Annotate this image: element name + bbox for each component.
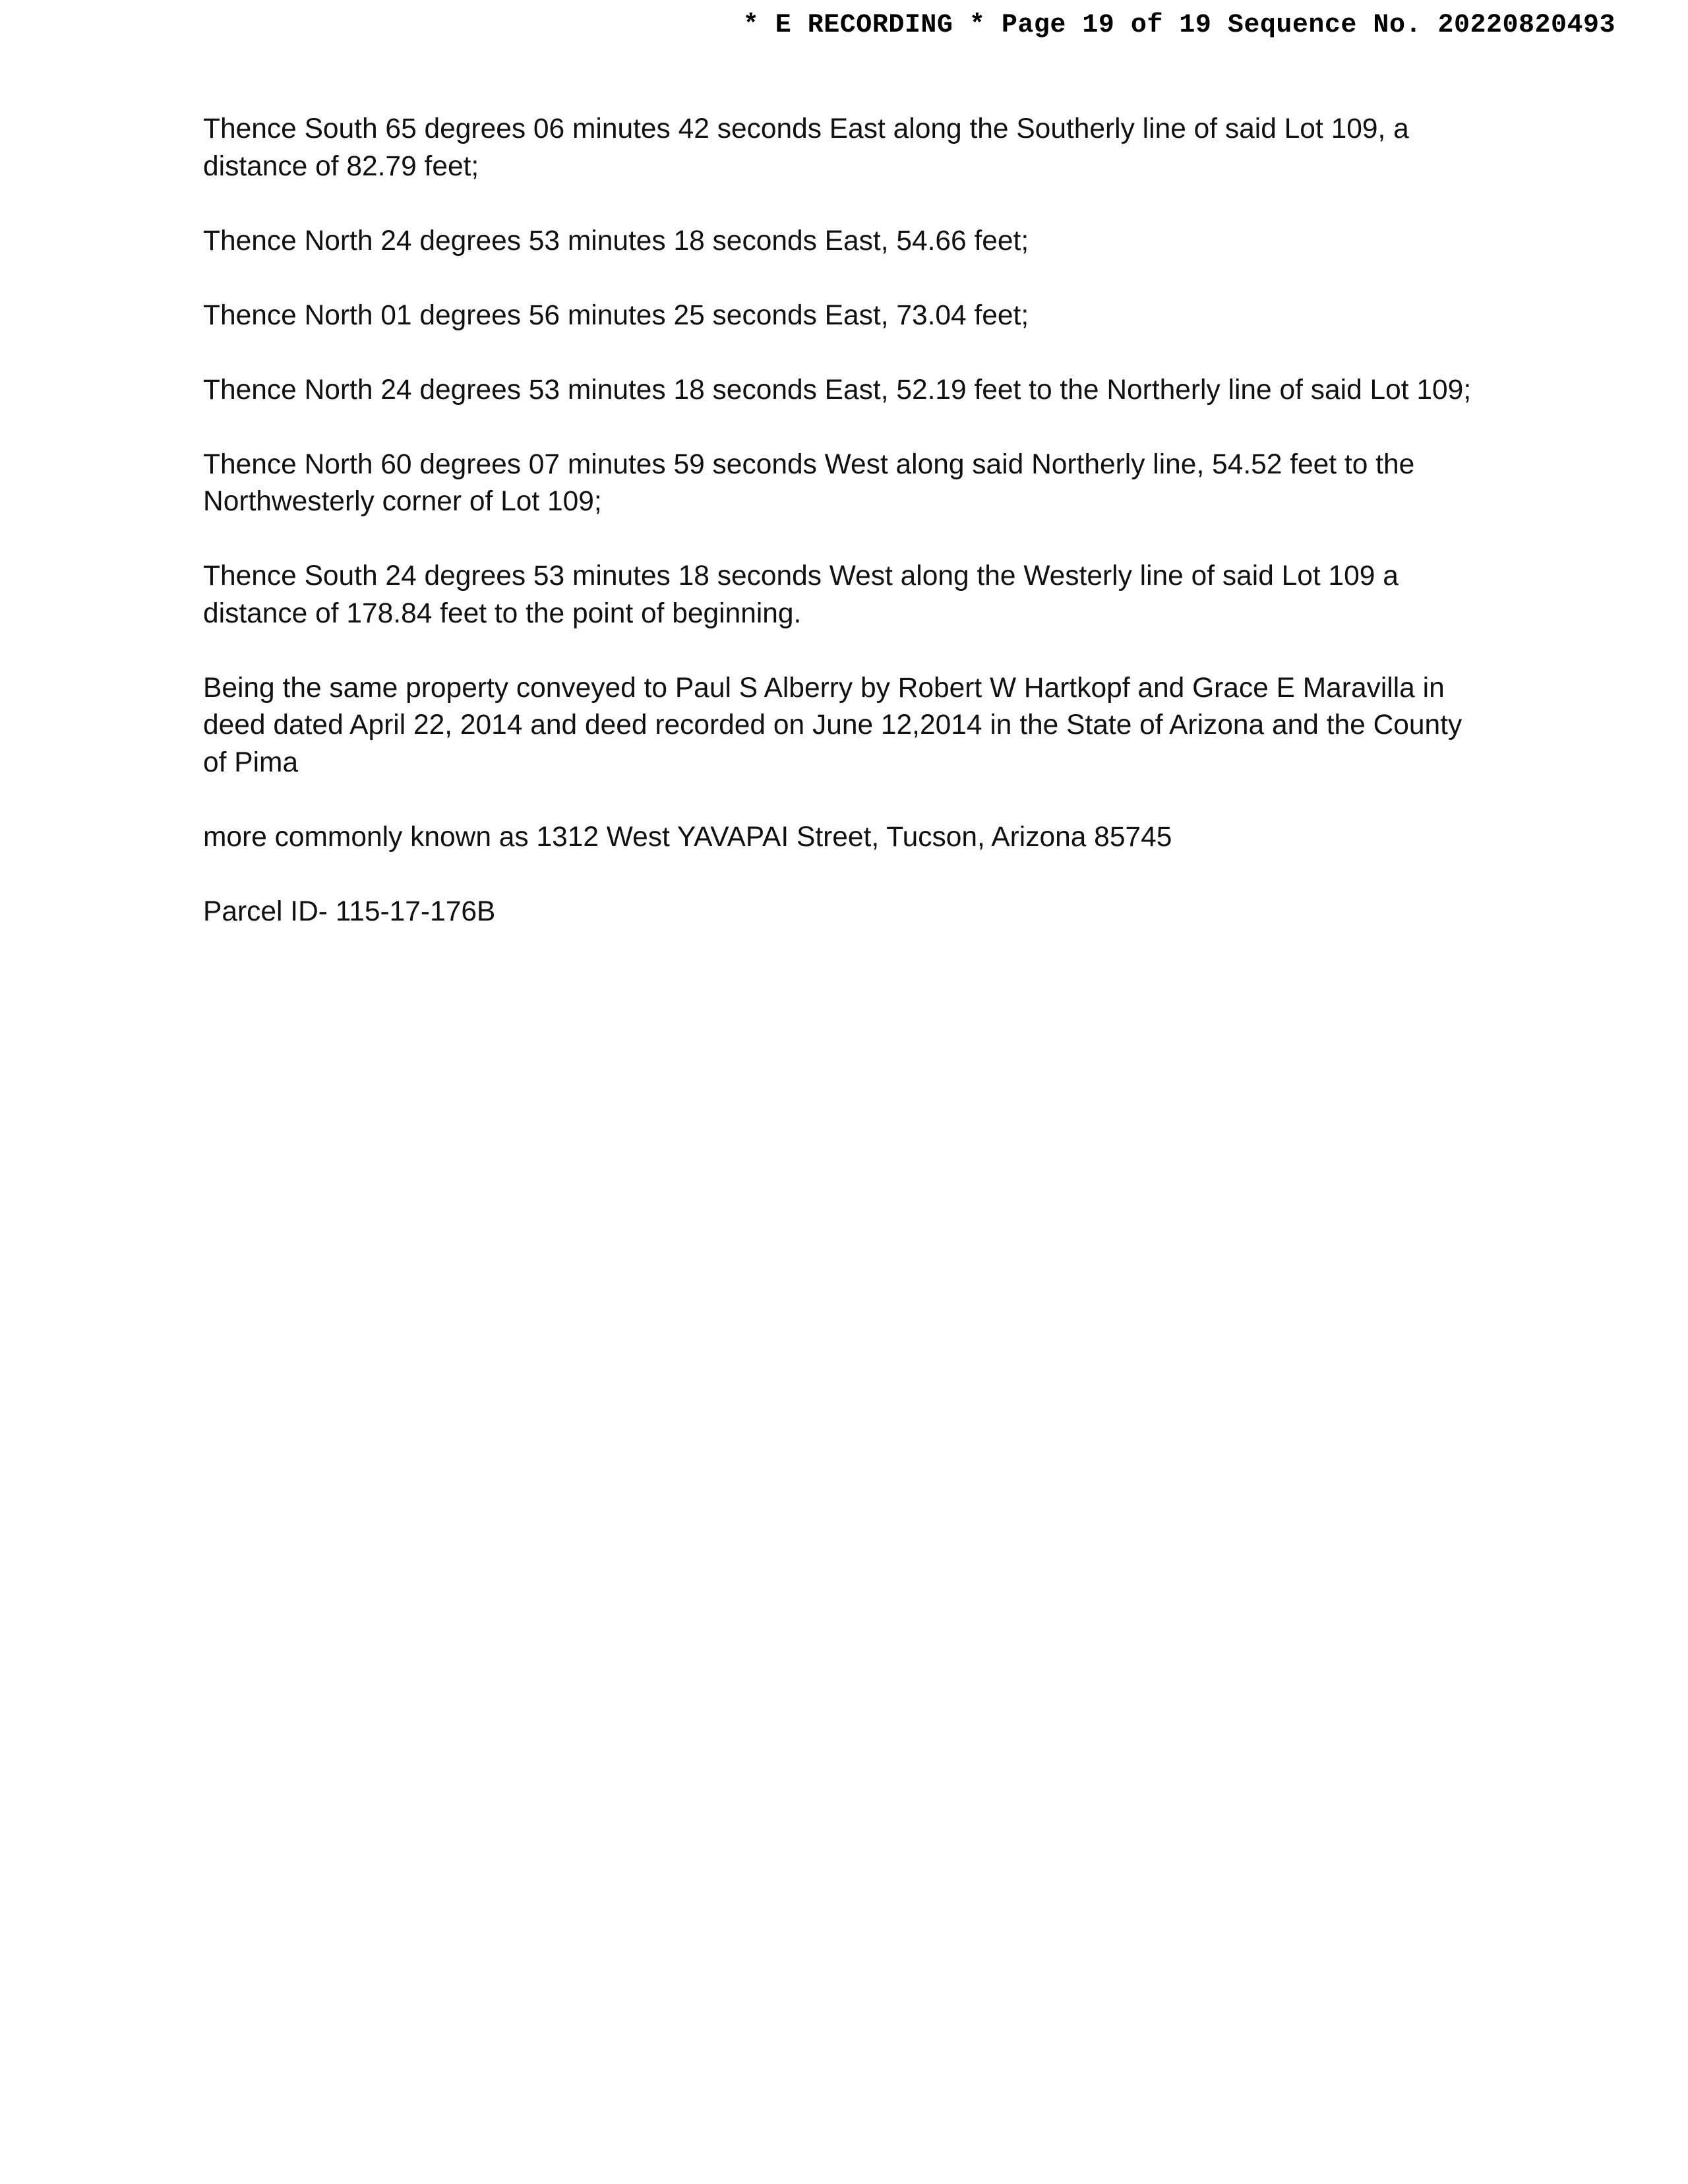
paragraph-course-south-24: Thence South 24 degrees 53 minutes 18 seconds West along the Westerly line of said Lot 109 a distance of 178.84 feet to the point of beginning.	[203, 561, 1399, 629]
paragraph-course-north-24-second: Thence North 24 degrees 53 minutes 18 seconds East, 52.19 feet to the Northerly line of said Lot 109;	[203, 374, 1472, 406]
recording-header: * E RECORDING * Page 19 of 19 Sequence No. 20220820493	[742, 11, 1615, 40]
paragraph-course-north-24-first: Thence North 24 degrees 53 minutes 18 seconds East, 54.66 feet;	[203, 225, 1029, 257]
paragraph-parcel-id: Parcel ID- 115-17-176B	[203, 895, 496, 927]
paragraph-street-address: more commonly known as 1312 West YAVAPAI Street, Tucson, Arizona 85745	[203, 821, 1172, 853]
paragraph-course-north-60: Thence North 60 degrees 07 minutes 59 seconds West along said Northerly line, 54.52 feet to the Northwesterly corner of Lot 109;	[203, 448, 1415, 517]
legal-description-body	[203, 111, 1486, 968]
paragraph-course-south-65: Thence South 65 degrees 06 minutes 42 seconds East along the Southerly line of said Lot 109, a distance of 82.79 feet;	[203, 113, 1409, 182]
paragraph-course-north-01: Thence North 01 degrees 56 minutes 25 seconds East, 73.04 feet;	[203, 299, 1029, 331]
paragraph-conveyance: Being the same property conveyed to Paul S Alberry by Robert W Hartkopf and Grace E Maravilla in deed dated April 22, 2014 and deed recorded on June 12,2014 in the State of Arizona and the County of Pima	[203, 672, 1462, 778]
